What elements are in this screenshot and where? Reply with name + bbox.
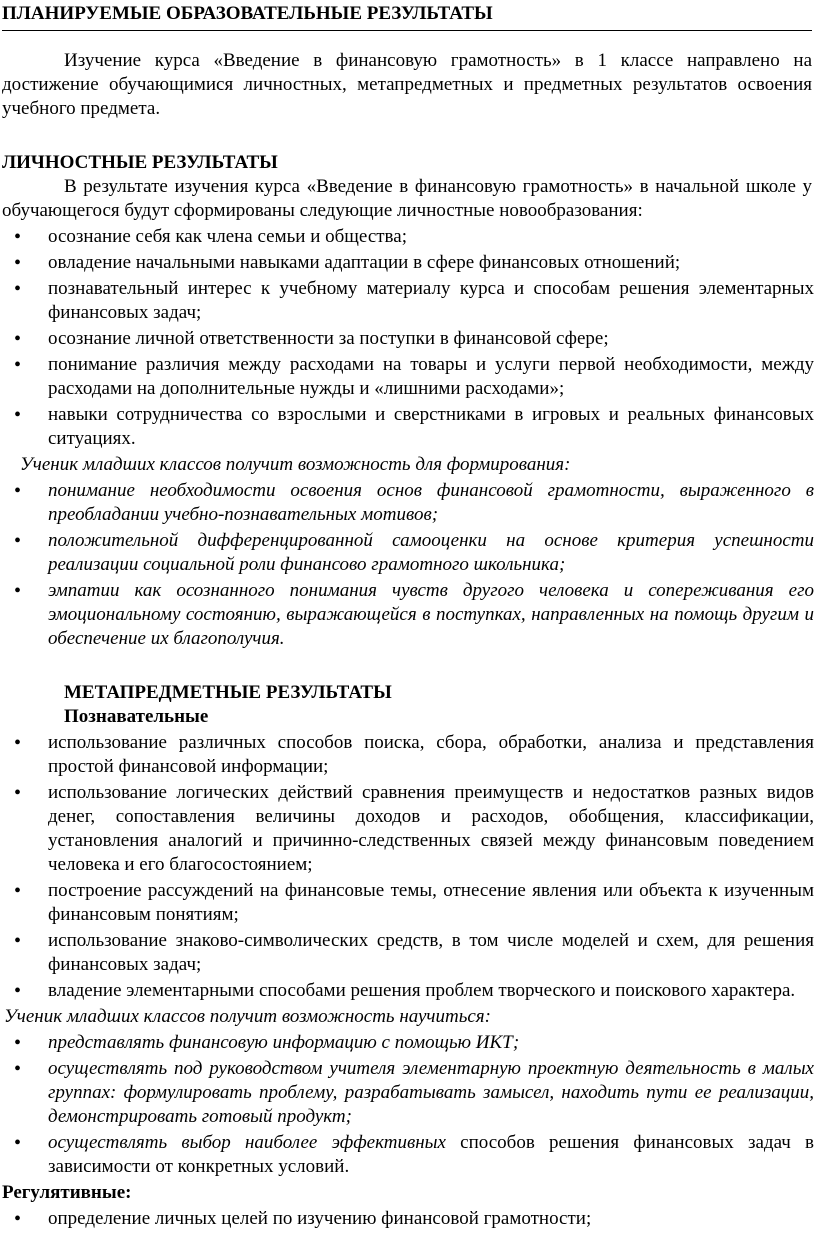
personal-results-list bbox=[2, 225, 814, 451]
list-item: • эмпатии как осознанного понимания чувств другого человека и сопереживания его эмоциональному состоянию, выражающейся в поступках, направленных на помощь другим и обеспечение их благополучия. bbox=[2, 579, 814, 651]
personal-opportunity-list bbox=[2, 479, 814, 651]
list-item: • осознание личной ответственности за поступки в финансовой сфере; bbox=[2, 327, 814, 351]
meta-results-heading: МЕТАПРЕДМЕТНЫЕ РЕЗУЛЬТАТЫ bbox=[64, 682, 392, 703]
list-item: • представлять финансовую информацию с помощью ИКТ; bbox=[2, 1031, 814, 1055]
list-item-normal-part: способов решения финансовых задач в зависимости от конкретных условий. bbox=[48, 1132, 814, 1177]
list-item: • понимание различия между расходами на товары и услуги первой необходимости, между расходами на дополнительные нужды и «лишними расходами»; bbox=[2, 353, 814, 401]
list-item: • использование знаково-символических средств, в том числе моделей и схем, для решения финансовых задач; bbox=[2, 929, 814, 977]
list-item: • определение личных целей по изучению финансовой грамотности; bbox=[2, 1207, 814, 1231]
list-item: • навыки сотрудничества со взрослыми и сверстниками в игровых и реальных финансовых ситуациях. bbox=[2, 403, 814, 451]
personal-results-lead: В результате изучения курса «Введение в финансовую грамотность» в начальной школе у обучающегося будут сформированы следующие личностные новообразования: bbox=[2, 176, 812, 221]
list-item: • положительной дифференцированной самооценки на основе критерия успешности реализации социальной роли финансово грамотного школьника; bbox=[2, 529, 814, 577]
list-item: • овладение начальными навыками адаптации в сфере финансовых отношений; bbox=[2, 251, 814, 275]
meta-opportunity-list bbox=[2, 1031, 814, 1179]
cognitive-list bbox=[2, 731, 814, 1003]
meta-opportunity-heading: Ученик младших классов получит возможность научиться: bbox=[4, 1006, 491, 1027]
list-item: • использование логических действий сравнения преимуществ и недостатков разных видов денег, сопоставления величины доходов и расходов, обобщения, классификации, установления аналогий и причинно-следственных связей между финансовым поведением человека и его благосостоянием; bbox=[2, 781, 814, 877]
list-item-italic-part: осуществлять выбор наиболее эффективных bbox=[48, 1132, 446, 1153]
cognitive-heading: Познавательные bbox=[64, 706, 209, 727]
list-item: • построение рассуждений на финансовые темы, отнесение явления или объекта к изученным финансовым понятиям; bbox=[2, 879, 814, 927]
list-item: • познавательный интерес к учебному материалу курса и способам решения элементарных финансовых задач; bbox=[2, 277, 814, 325]
regulatory-list bbox=[2, 1207, 814, 1231]
personal-results-heading: ЛИЧНОСТНЫЕ РЕЗУЛЬТАТЫ bbox=[2, 152, 278, 173]
meta-results-section bbox=[2, 681, 816, 1231]
personal-opportunity-heading: Ученик младших классов получит возможность для формирования: bbox=[20, 454, 571, 475]
page-title: ПЛАНИРУЕМЫЕ ОБРАЗОВАТЕЛЬНЫЕ РЕЗУЛЬТАТЫ bbox=[2, 0, 812, 31]
list-item bbox=[2, 1131, 814, 1179]
list-item: • понимание необходимости освоения основ финансовой грамотности, выраженного в преобладании учебно-познавательных мотивов; bbox=[2, 479, 814, 527]
list-item: • использование различных способов поиска, сбора, обработки, анализа и представления простой финансовой информации; bbox=[2, 731, 814, 779]
list-item: • осознание себя как члена семьи и общества; bbox=[2, 225, 814, 249]
list-item: • владение элементарными способами решения проблем творческого и поискового характера. bbox=[2, 979, 814, 1003]
personal-results-section bbox=[2, 151, 816, 651]
list-item: • осуществлять под руководством учителя элементарную проектную деятельность в малых группах: формулировать проблему, разрабатывать замысел, находить пути ее реализации, демонстрировать готовый продукт; bbox=[2, 1057, 814, 1129]
intro-paragraph: Изучение курса «Введение в финансовую грамотность» в 1 классе направлено на достижение обучающимися личностных, метапредметных и предметных результатов освоения учебного предмета. bbox=[2, 50, 812, 119]
regulatory-heading: Регулятивные: bbox=[2, 1182, 132, 1203]
